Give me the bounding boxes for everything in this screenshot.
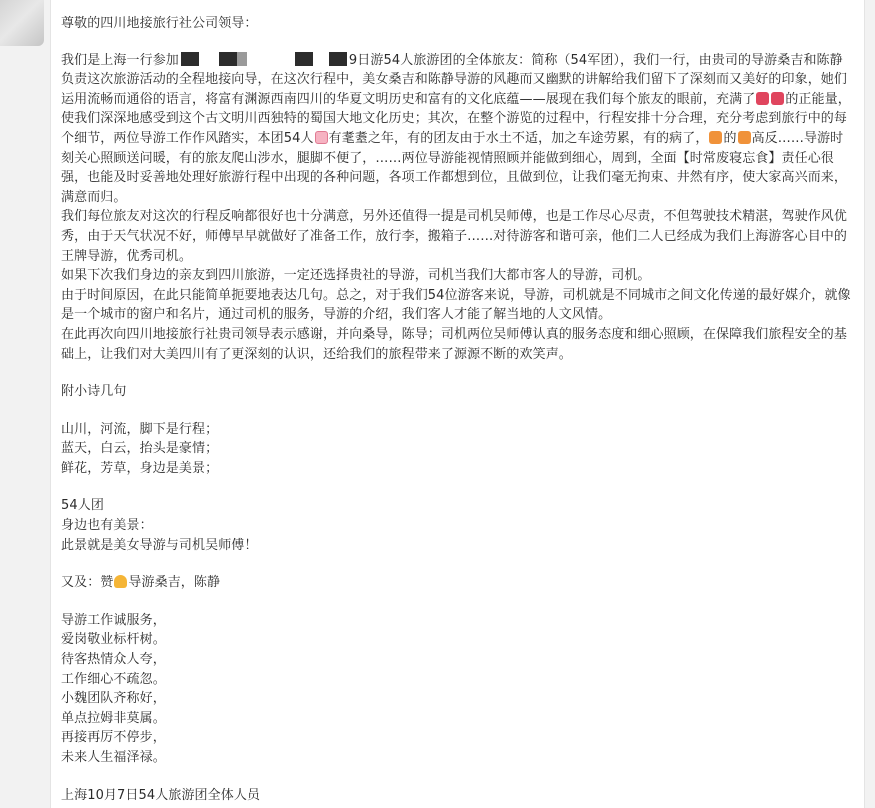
verse-line: 小魏团队齐称好， [61,691,166,707]
also-line [61,573,852,593]
paragraph-1 [61,51,852,208]
p1-text-b: 9日游54人旅游团的全体旅友：简称（54军团），我们一行，由贵司的导游桑吉和陈静负责这次旅游活动的全程地接向导，在这次行程中，美女桑吉和陈静导游的风趣而又幽默的讲解给我们留下了深刻而又美好的印象，她们运用流畅而通俗的语言，将富有渊源西南四川的华夏文明历史和富有的文化底蕴——展现在我们每个旅友的眼前，充满了 [61,52,848,107]
cow-emoji-icon [709,131,722,144]
avatar [0,0,44,46]
verse-line: 未来人生福泽禄。 [61,750,166,765]
greeting: 尊敬的四川地接旅行社公司领导： [61,16,258,31]
paragraph-5: 在此再次向四川地接旅行社贵司领导表示感谢，并向桑导，陈导；司机两位吴师傅认真的服务态度和细心照顾，在保障我们旅程安全的基础上，让我们对大美四川有了更深刻的认识，还给我们的旅程带来了源源不断的欢笑声。 [61,326,848,362]
red-full-emoji-icon [771,92,784,105]
thumbs-up-icon [114,575,127,588]
also-text-b: 导游桑吉，陈静 [128,575,221,591]
poem-line: 蓝天，白云，抬头是豪情； [61,441,219,457]
letter-document [50,0,865,808]
paragraph-3: 如果下次我们身边的亲友到四川旅游，一定还选择贵社的导游，司机当我们大都市客人的导游，司机。 [61,268,651,284]
redaction-block [181,52,199,66]
flower-emoji-icon [315,131,328,144]
redaction-block [219,52,237,66]
group-line: 54人团 [61,498,104,514]
p1-text-a: 我们是上海一行参加 [61,52,179,68]
p1-text-d: 有耄耋之年，有的团友由于水土不适，加之车途劳累，有的病了， [328,130,709,146]
verse-line: 工作细心不疏忽。 [61,671,166,687]
p1-text-e: 的 [723,130,737,146]
paragraph-2: 我们每位旅友对这次的行程反响都很好也十分满意，另外还值得一提是司机吴师傅，也是工作尽心尽责，不但驾驶技术精湛，驾驶作风优秀，由于天气状况不好，师傅早早就做好了准备工作，放行李，搬箱子……对待游客和谐可亲，他们二人已经成为我们上海游客心目中的王牌导游，优秀司机。 [61,209,848,264]
signature: 上海10月7日54人旅游团全体人员 [61,787,261,803]
verse-line: 导游工作诚服务， [61,612,166,628]
redaction-block [237,52,247,66]
verse-line: 待客热情众人夸， [61,652,166,668]
group-line: 身边也有美景： [61,518,153,534]
p1-text-c: 的正能量，使我们深深地感受到这个古文明川西独特的蜀国大地文化历史；其次，在整个游览的过程中，行程安排十分合理，充分考虑到旅行中的每个细节，两位导游工作作风踏实，本团54人 [61,91,851,146]
poem-line: 山川，河流，脚下是行程； [61,421,219,437]
redaction-block [295,52,313,66]
verse-line: 爱岗敬业标杆树。 [61,632,166,648]
group-line: 此景就是美女导游与司机吴师傅！ [61,537,258,553]
p1-text-f: 高反……导游时刻关心照顾送问暖，有的旅友爬山涉水，腿脚不便了，……两位导游能视情照顾并能做到细心，周到，全面【时常废寝忘食】责任心很强，也能及时妥善地处理好旅游行程中出现的各种问题，各项工作都想到位，且做到位，让我们毫无拘束、井然有序，使大家高兴而来，满意而归。 [61,130,848,205]
also-text-a: 又及：赞 [61,575,114,591]
verse-line: 单点拉姆非莫属。 [61,710,166,726]
cow-emoji-icon [738,131,751,144]
redaction-block [329,52,347,66]
poem-title: 附小诗几句 [61,384,127,400]
verse-line: 再接再厉不停步， [61,730,166,746]
red-full-emoji-icon [756,92,769,105]
paragraph-4: 由于时间原因，在此只能简单扼要地表达几句。总之，对于我们54位游客来说，导游，司机就是不同城市之间文化传递的最好媒介，就像是一个城市的窗户和名片，通过司机的服务，导游的介绍，我们客人才能了解当地的人文风情。 [61,287,851,323]
poem-line: 鲜花，芳草，身边是美景； [61,460,219,476]
